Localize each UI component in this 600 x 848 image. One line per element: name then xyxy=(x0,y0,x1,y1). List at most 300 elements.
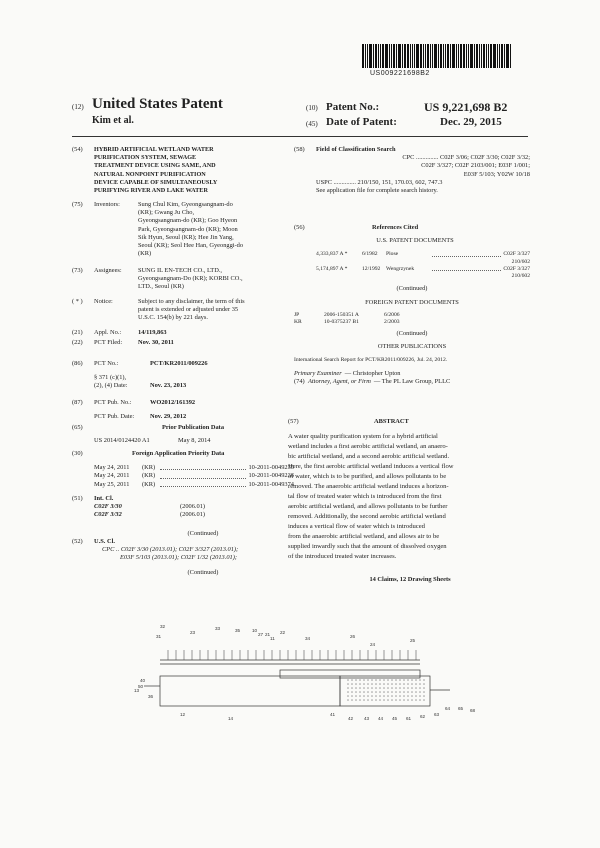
media-dot xyxy=(411,699,413,701)
notice-code: ( * ) xyxy=(72,298,83,305)
notice-lines xyxy=(130,298,245,323)
media-dot xyxy=(399,691,401,693)
examiner-label: Primary Examiner xyxy=(294,369,342,377)
media-dot xyxy=(355,683,357,685)
pub-number: WO2012/161392 xyxy=(150,399,196,406)
media-dot xyxy=(367,687,369,689)
figure-label: 10 xyxy=(252,628,258,633)
title-lines-line: DEVICE CAPABLE OF SIMULTANEOUSLY xyxy=(94,178,218,186)
media-dot xyxy=(351,691,353,693)
media-dot xyxy=(423,683,425,685)
intcl-version: (2006.01) xyxy=(180,511,206,519)
foreign-priority-table xyxy=(72,464,294,489)
intcl-block xyxy=(72,495,294,538)
media-dot xyxy=(403,687,405,689)
cpc-lines xyxy=(294,154,530,179)
media-dot xyxy=(351,683,353,685)
inventors-lines xyxy=(130,201,243,258)
see-application: See application file for complete search history. xyxy=(316,187,438,195)
us-doc-subclass: 210/602 xyxy=(511,273,530,280)
media-dot xyxy=(399,679,401,681)
foreign-docs-heading: FOREIGN PATENT DOCUMENTS xyxy=(365,299,459,307)
priority-number: 10-2011-0049235 xyxy=(248,464,294,472)
continued-3: (Continued) xyxy=(396,285,428,293)
media-dot xyxy=(419,687,421,689)
media-dot xyxy=(359,695,361,697)
title-lines-line: TREATMENT DEVICE USING SAME, AND xyxy=(94,162,216,170)
barcode-number: US009221698B2 xyxy=(370,70,430,77)
media-dot xyxy=(411,691,413,693)
title-lines xyxy=(94,146,217,195)
cpc-lines-line: CPC .............. C02F 3/06; C02F 3/30; C02F 3/32; xyxy=(402,154,530,162)
media-dot xyxy=(407,699,409,701)
pct-filed-label: PCT Filed: xyxy=(94,339,123,347)
media-dot xyxy=(395,679,397,681)
uscl-line1: CPC .. C02F 3/30 (2013.01); C02F 3/327 (2013.01); xyxy=(102,546,239,554)
appl-block xyxy=(72,329,294,347)
title-lines-line: NATURAL NONPOINT PURIFICATION xyxy=(94,170,206,178)
pub-date-label: PCT Pub. Date: xyxy=(94,413,135,421)
media-dot xyxy=(379,683,381,685)
abstract-lines-line: removed. Additionally, the second aerobic artificial wetland xyxy=(288,513,446,521)
patent-no-label: Patent No.: xyxy=(326,101,380,113)
media-dot xyxy=(375,691,377,693)
media-dot xyxy=(355,691,357,693)
pct-block xyxy=(72,360,294,391)
media-dot xyxy=(379,695,381,697)
other-pubs-heading: OTHER PUBLICATIONS xyxy=(377,343,447,351)
cpc-lines-line: E03F 5/103; Y02W 10/18 xyxy=(463,170,530,178)
media-dot xyxy=(387,683,389,685)
media-dot xyxy=(399,683,401,685)
media-dot xyxy=(375,679,377,681)
uscl-heading: U.S. Cl. xyxy=(94,538,115,545)
media-dot xyxy=(395,699,397,701)
figure-label: 45 xyxy=(392,716,398,721)
s371-date: Nov. 23, 2013 xyxy=(150,382,187,390)
figure-label: 40 xyxy=(140,678,146,683)
abstract-lines-line: bic artificial wetland, and a second aerobic artificial wetland. xyxy=(288,453,450,461)
foreign-doc-no: 2006-150351 A xyxy=(324,311,359,318)
us-doc-no: 4,333,837 A * xyxy=(316,251,348,258)
media-dot xyxy=(383,683,385,685)
prior-date: May 8, 2014 xyxy=(178,437,211,445)
media-dot xyxy=(355,687,357,689)
media-dot xyxy=(367,683,369,685)
foreign-priority-row xyxy=(94,481,294,489)
title-lines-line: PURIFICATION SYSTEM, SEWAGE xyxy=(94,154,197,162)
media-dot xyxy=(367,699,369,701)
foreign-docs-table xyxy=(294,312,530,326)
notice-label: Notice: xyxy=(94,298,113,305)
media-dot xyxy=(351,679,353,681)
media-dot xyxy=(351,699,353,701)
figure-label: 61 xyxy=(406,716,412,721)
priority-number: 10-2011-0049374 xyxy=(248,480,294,488)
media-dot xyxy=(395,687,397,689)
media-dot xyxy=(423,679,425,681)
uscl-block xyxy=(72,538,294,577)
s371-line2: (2), (4) Date: xyxy=(94,382,128,390)
media-dot xyxy=(363,679,365,681)
us-doc-date: 12/1992 xyxy=(362,265,381,272)
abstract-lines-line: aerobic artificial wetland, and allows pollutants to be further xyxy=(288,503,448,511)
abstract-lines-line: of water, which is to be purified, and allows pollutants to be xyxy=(288,473,447,481)
media-dot xyxy=(423,691,425,693)
continued-4: (Continued) xyxy=(396,330,428,338)
uscl-code: (52) xyxy=(72,538,83,545)
media-dot xyxy=(411,695,413,697)
media-dot xyxy=(371,691,373,693)
foreign-priority-row xyxy=(94,464,294,472)
us-docs-heading: U.S. PATENT DOCUMENTS xyxy=(376,237,454,245)
media-dot xyxy=(355,679,357,681)
refs-heading: References Cited xyxy=(372,224,419,231)
examiner-name: — Christopher Upton xyxy=(344,369,401,377)
title-code: (54) xyxy=(72,146,83,153)
media-dot xyxy=(347,683,349,685)
abstract-lines-line: A water quality purification system for a hybrid artificial xyxy=(288,433,438,441)
media-dot xyxy=(395,691,397,693)
abstract-text xyxy=(288,432,532,562)
intcl-class: C02F 3/30 xyxy=(94,503,122,511)
us-doc-cls: C02F 3/327 xyxy=(503,265,530,272)
attorney-label: Attorney, Agent, or Firm xyxy=(308,377,371,385)
media-dot xyxy=(375,687,377,689)
figure-label: 12 xyxy=(180,712,186,717)
figure-label: 32 xyxy=(160,624,166,629)
inventors-code: (75) xyxy=(72,201,83,208)
media-dot xyxy=(351,687,353,689)
figure-label: 35 xyxy=(235,628,241,633)
s371-line1: § 371 (c)(1), xyxy=(94,374,127,382)
media-dot xyxy=(347,691,349,693)
media-pattern xyxy=(347,679,425,701)
wetland-tank-1 xyxy=(160,676,340,706)
abstract-lines-line: supplied inwardly such that the amount of dissolved oxygen xyxy=(288,543,447,551)
inventors-lines-line: Seoul (KR); Seol Hee Han, Gyeonggi-do xyxy=(138,242,244,250)
media-dot xyxy=(415,687,417,689)
intcl-heading: Int. Cl. xyxy=(94,495,114,502)
pct-filed-code: (22) xyxy=(72,339,83,347)
cpc-lines-line: C02F 3/327; C02F 2103/001; E03F 1/001; xyxy=(421,162,530,170)
figure-label: 64 xyxy=(445,706,451,711)
us-doc-name: Plose xyxy=(386,251,399,258)
foreign-code: (30) xyxy=(72,450,83,457)
media-dot xyxy=(383,691,385,693)
media-dot xyxy=(411,679,413,681)
pct-filed-date: Nov. 30, 2011 xyxy=(138,339,174,347)
intcl-row xyxy=(94,503,294,511)
abstract-code: (57) xyxy=(288,418,299,425)
media-dot xyxy=(387,695,389,697)
figure-label: 11 xyxy=(270,636,275,641)
priority-country: (KR) xyxy=(142,464,156,472)
media-dot xyxy=(387,679,389,681)
inventors-block xyxy=(72,201,294,258)
figure-label: 26 xyxy=(350,634,356,639)
other-pubs-text: International Search Report for PCT/KR2011/009226, Jul. 24, 2012. xyxy=(294,357,448,364)
media-dot xyxy=(363,699,365,701)
figure-label: 42 xyxy=(348,716,354,721)
attorney-name: — The PL Law Group, PLLC xyxy=(373,377,451,385)
media-dot xyxy=(423,687,425,689)
foreign-doc-no: 10-0375237 B1 xyxy=(324,318,359,325)
media-dot xyxy=(355,695,357,697)
foreign-doc-row xyxy=(294,319,530,326)
media-dot xyxy=(419,679,421,681)
media-dot xyxy=(359,679,361,681)
media-dot xyxy=(391,695,393,697)
media-dot xyxy=(383,679,385,681)
figure-label: 25 xyxy=(410,638,416,643)
figure-label: 22 xyxy=(280,630,286,635)
figure-label: 65 xyxy=(458,706,464,711)
dot-leader xyxy=(432,266,501,271)
media-dot xyxy=(391,691,393,693)
media-dot xyxy=(379,691,381,693)
priority-number: 10-2011-0049236 xyxy=(248,472,294,480)
representative-figure xyxy=(120,620,500,730)
appl-label: Appl. No.: xyxy=(94,329,122,336)
media-dot xyxy=(411,687,413,689)
assignees-lines-line: Gyeongsangnam-Do (KR); KORBI CO., xyxy=(138,275,243,283)
assignees-code: (73) xyxy=(72,267,83,274)
attorney-code: (74) xyxy=(294,377,305,385)
prior-heading: Prior Publication Data xyxy=(162,424,225,431)
priority-date: May 24, 2011 xyxy=(94,472,130,480)
intcl-class: C02F 3/32 xyxy=(94,511,122,519)
inventors-lines-line: (KR) xyxy=(138,250,152,258)
notice-lines-line: U.S.C. 154(b) by 221 days. xyxy=(138,314,208,322)
doc-type: United States Patent xyxy=(92,96,223,112)
dot-leader xyxy=(160,464,246,470)
refs-code: (56) xyxy=(294,224,305,231)
figure-label: 50 xyxy=(138,684,144,689)
dot-leader xyxy=(160,472,246,478)
media-dot xyxy=(403,699,405,701)
media-dot xyxy=(347,699,349,701)
pub-block xyxy=(72,399,294,421)
uspc-line: USPC .............. 210/150, 151, 170.03, 602, 747.3 xyxy=(316,178,443,186)
abstract-heading: ABSTRACT xyxy=(374,418,409,425)
title-lines-line: HYBRID ARTIFICIAL WETLAND WATER xyxy=(94,146,214,153)
figure-label: 21 xyxy=(265,632,271,637)
pub-no-code: (87) xyxy=(72,399,83,406)
code-12: (12) xyxy=(72,103,84,111)
plant-row xyxy=(168,650,416,660)
top-channel xyxy=(280,670,420,678)
priority-date: May 25, 2011 xyxy=(94,480,130,488)
media-dot xyxy=(359,699,361,701)
media-dot xyxy=(415,683,417,685)
abstract-lines-line: Here, the first aerobic artificial wetland induces a vertical flow xyxy=(288,463,454,471)
inventors-label: Inventors: xyxy=(94,201,120,208)
media-dot xyxy=(379,699,381,701)
pub-no-label: PCT Pub. No.: xyxy=(94,399,132,406)
code-45: (45) xyxy=(306,120,318,128)
media-dot xyxy=(363,695,365,697)
media-dot xyxy=(399,699,401,701)
priority-date: May 24, 2011 xyxy=(94,464,130,472)
media-dot xyxy=(351,695,353,697)
abstract-lines-line: removed. The anaerobic artificial wetland induces a horizon- xyxy=(288,483,449,491)
media-dot xyxy=(371,687,373,689)
field-code: (58) xyxy=(294,146,305,153)
abstract-lines-line: from the anaerobic artificial wetland, and allows air to be xyxy=(288,533,440,541)
inventors-lines-line: Sung Chul Kim, Gyeongsangnam-do xyxy=(138,201,233,208)
foreign-priority-block xyxy=(72,450,294,489)
media-dot xyxy=(363,691,365,693)
media-dot xyxy=(387,691,389,693)
barcode xyxy=(362,44,520,68)
media-dot xyxy=(399,695,401,697)
foreign-doc-date: 2/2003 xyxy=(384,318,400,325)
title-block xyxy=(72,146,294,195)
media-dot xyxy=(367,679,369,681)
media-dot xyxy=(419,699,421,701)
media-dot xyxy=(363,683,365,685)
media-dot xyxy=(407,687,409,689)
inventor-short: Kim et al. xyxy=(92,115,134,126)
figure-label: 14 xyxy=(228,716,234,721)
assignees-lines-line: LTD., Seoul (KR) xyxy=(138,283,184,291)
media-dot xyxy=(391,699,393,701)
media-dot xyxy=(347,687,349,689)
media-dot xyxy=(367,691,369,693)
media-dot xyxy=(419,691,421,693)
abstract-lines-line: tal flow of treated water which is introduced from the first xyxy=(288,493,442,501)
figure-label: 62 xyxy=(420,714,426,719)
media-dot xyxy=(403,679,405,681)
intcl-version: (2006.01) xyxy=(180,503,206,511)
media-dot xyxy=(371,695,373,697)
claims-line: 14 Claims, 12 Drawing Sheets xyxy=(369,576,451,584)
us-doc-row xyxy=(316,251,530,258)
inventors-lines-line: Gyeongsangnam-do (KR); Goo Hyeon xyxy=(138,217,238,225)
inventors-lines-line: (KR); Gwang Ju Cho, xyxy=(138,209,195,217)
media-dot xyxy=(407,679,409,681)
field-search-block xyxy=(294,146,530,195)
media-dot xyxy=(347,695,349,697)
figure-label: 24 xyxy=(370,642,376,647)
media-dot xyxy=(359,683,361,685)
title-lines-line: PURIFYING RIVER AND LAKE WATER xyxy=(94,187,208,195)
prior-block xyxy=(72,424,294,445)
us-doc-subclass: 210/602 xyxy=(511,258,530,265)
media-dot xyxy=(387,687,389,689)
media-dot xyxy=(379,687,381,689)
media-dot xyxy=(403,695,405,697)
inventors-lines-line: Sik Hyun, Seoul (KR); Hee Jin Yang, xyxy=(138,233,234,241)
media-dot xyxy=(423,699,425,701)
media-dot xyxy=(407,695,409,697)
media-dot xyxy=(403,683,405,685)
pub-date: Nov. 29, 2012 xyxy=(150,413,187,421)
us-doc-row xyxy=(316,266,530,273)
media-dot xyxy=(399,687,401,689)
intcl-table xyxy=(72,503,294,519)
assignees-block xyxy=(72,267,294,292)
media-dot xyxy=(423,695,425,697)
media-dot xyxy=(367,695,369,697)
abstract-lines-line: of the introduced treated water increases. xyxy=(288,553,397,561)
intcl-row xyxy=(94,511,294,519)
media-dot xyxy=(375,683,377,685)
us-doc-cls: C02F 3/327 xyxy=(503,251,530,258)
appl-code: (21) xyxy=(72,329,83,336)
abstract-block xyxy=(288,418,532,584)
figure-label: 27 xyxy=(258,632,264,637)
foreign-priority-row xyxy=(94,472,294,480)
media-dot xyxy=(383,695,385,697)
figure-label: 31 xyxy=(156,634,162,639)
dot-leader xyxy=(160,481,246,487)
intcl-code: (51) xyxy=(72,495,83,502)
media-dot xyxy=(415,699,417,701)
media-dot xyxy=(415,679,417,681)
figure-label: 13 xyxy=(134,688,140,693)
media-dot xyxy=(371,699,373,701)
media-dot xyxy=(359,687,361,689)
media-dot xyxy=(419,683,421,685)
code-10: (10) xyxy=(306,104,318,112)
media-dot xyxy=(347,679,349,681)
media-dot xyxy=(391,683,393,685)
figure-label: 41 xyxy=(330,712,336,717)
foreign-doc-country: KR xyxy=(294,318,302,325)
foreign-doc-date: 6/2006 xyxy=(384,311,400,318)
media-dot xyxy=(375,695,377,697)
notice-lines-line: Subject to any disclaimer, the term of this xyxy=(138,298,245,305)
media-dot xyxy=(359,691,361,693)
figure-labels xyxy=(134,624,476,721)
us-doc-no: 5,174,897 A * xyxy=(316,265,348,272)
media-dot xyxy=(407,683,409,685)
references-block xyxy=(294,224,530,386)
continued-2: (Continued) xyxy=(187,568,219,576)
inventors-lines-line: Park, Gyeongsangnam-do (KR); Moon xyxy=(138,225,238,233)
notice-lines-line: patent is extended or adjusted under 35 xyxy=(138,306,239,314)
notice-block xyxy=(72,298,294,323)
priority-country: (KR) xyxy=(142,480,156,488)
prior-code: (65) xyxy=(72,424,83,431)
figure-label: 36 xyxy=(148,694,154,699)
continued-1: (Continued) xyxy=(187,529,219,537)
pct-no-label: PCT No.: xyxy=(94,360,119,367)
assignees-label: Assignees: xyxy=(94,267,122,274)
media-dot xyxy=(415,695,417,697)
media-dot xyxy=(371,683,373,685)
field-heading: Field of Classification Search xyxy=(316,146,396,153)
patent-date: Dec. 29, 2015 xyxy=(440,116,502,128)
media-dot xyxy=(407,691,409,693)
us-doc-date: 6/1982 xyxy=(362,251,378,258)
priority-country: (KR) xyxy=(142,472,156,480)
media-dot xyxy=(395,695,397,697)
date-label: Date of Patent: xyxy=(326,116,397,128)
pct-number: PCT/KR2011/009226 xyxy=(150,360,208,367)
media-dot xyxy=(387,699,389,701)
figure-label: 23 xyxy=(190,630,196,635)
media-dot xyxy=(383,699,385,701)
assignees-lines-line: SUNG IL EN-TECH CO., LTD., xyxy=(138,267,223,274)
figure-label: 34 xyxy=(305,636,311,641)
abstract-lines-line: induces a vertical flow of water which is introduced xyxy=(288,523,425,531)
media-dot xyxy=(415,691,417,693)
media-dot xyxy=(395,683,397,685)
dot-leader xyxy=(432,251,501,256)
